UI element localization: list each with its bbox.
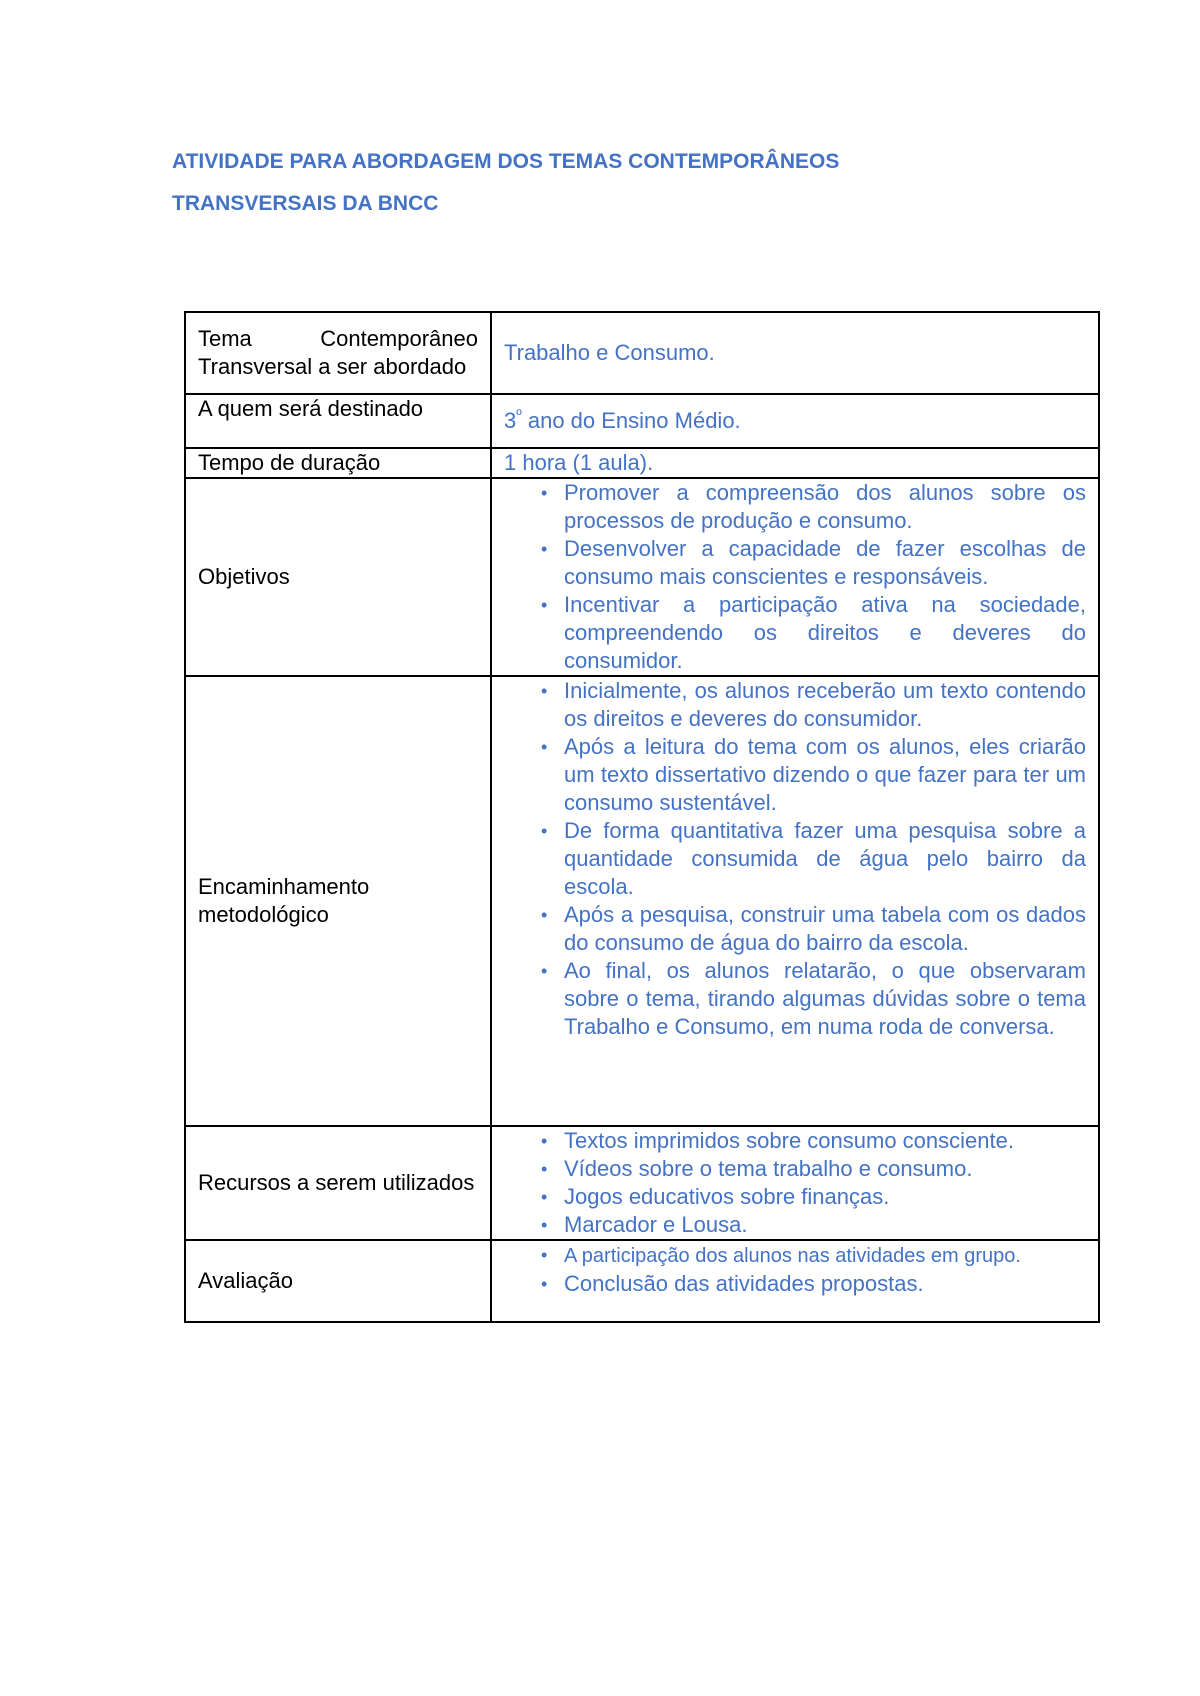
bullet-icon: • <box>541 1274 548 1294</box>
value-tema: Trabalho e Consumo. <box>491 312 1099 394</box>
value-recursos <box>491 1126 1099 1240</box>
list-item: • Promover a compreensão dos alunos sobre os processos de produção e consumo. <box>541 480 1086 533</box>
value-tempo: 1 hora (1 aula). <box>491 448 1099 478</box>
bullet-icon: • <box>541 1215 548 1235</box>
list-item: • Desenvolver a capacidade de fazer escolhas de consumo mais conscientes e responsáveis. <box>541 536 1086 589</box>
list-item: • Ao final, os alunos relatarão, o que observaram sobre o tema, tirando algumas dúvidas sobre o tema Trabalho e Consumo, em numa roda de conversa. <box>541 958 1086 1039</box>
list-item: • Inicialmente, os alunos receberão um texto contendo os direitos e deveres do consumidor. <box>541 678 1086 731</box>
table-row-tempo <box>185 448 1099 478</box>
document-title <box>172 141 1072 225</box>
list-item: • Após a pesquisa, construir uma tabela com os dados do consumo de água do bairro da escola. <box>541 902 1086 955</box>
value-destinado-number: 3 <box>504 408 517 433</box>
activity-table <box>184 311 1100 1323</box>
bullet-icon: • <box>541 905 548 925</box>
bullet-icon: • <box>541 1187 548 1207</box>
bullet-icon: • <box>541 1159 548 1179</box>
label-recursos: Recursos a serem utilizados <box>185 1126 491 1240</box>
value-destinado-ordinal: º <box>516 407 522 424</box>
value-objetivos <box>491 478 1099 676</box>
value-encaminhamento <box>491 676 1099 1126</box>
bullet-icon: • <box>541 483 548 503</box>
bullet-icon: • <box>541 821 548 841</box>
table-row-avaliacao <box>185 1240 1099 1322</box>
table-row-destinado <box>185 394 1099 448</box>
value-destinado <box>491 394 1099 448</box>
list-item: • Textos imprimidos sobre consumo consciente. <box>541 1128 1014 1153</box>
value-avaliacao <box>491 1240 1099 1322</box>
bullet-icon: • <box>541 1131 548 1151</box>
objetivos-list <box>504 479 1086 675</box>
list-item: • Após a leitura do tema com os alunos, eles criarão um texto dissertativo dizendo o que fazer para ter um consumo sustentável. <box>541 734 1086 815</box>
label-avaliacao: Avaliação <box>185 1240 491 1322</box>
bullet-icon: • <box>541 961 548 981</box>
document-title-line-1: ATIVIDADE PARA ABORDAGEM DOS TEMAS CONTEMPORÂNEOS <box>172 150 840 173</box>
list-item: • A participação dos alunos nas atividades em grupo. <box>504 1241 1086 1270</box>
table-row-recursos <box>185 1126 1099 1240</box>
list-item: • De forma quantitativa fazer uma pesquisa sobre a quantidade consumida de água pelo bairro da escola. <box>541 818 1086 899</box>
table-row-tema <box>185 312 1099 394</box>
label-tema: Tema Contemporâneo Transversal a ser abordado <box>185 312 491 394</box>
label-objetivos: Objetivos <box>185 478 491 676</box>
bullet-icon: • <box>541 539 548 559</box>
list-item: • Conclusão das atividades propostas. <box>541 1271 924 1296</box>
bullet-icon: • <box>541 595 548 615</box>
table-row-encaminhamento <box>185 676 1099 1126</box>
list-item: • Marcador e Lousa. <box>541 1212 748 1237</box>
value-destinado-text: ano do Ensino Médio. <box>521 408 741 433</box>
table-row-objetivos <box>185 478 1099 676</box>
list-item: • Vídeos sobre o tema trabalho e consumo. <box>541 1156 973 1181</box>
list-item: • Incentivar a participação ativa na sociedade, compreendendo os direitos e deveres do consumidor. <box>541 592 1086 673</box>
recursos-list <box>504 1127 1086 1239</box>
bullet-icon: • <box>541 681 548 701</box>
avaliacao-list <box>504 1241 1086 1298</box>
document-title-line-2: TRANSVERSAIS DA BNCC <box>172 192 439 215</box>
label-destinado: A quem será destinado <box>185 394 491 448</box>
label-tempo: Tempo de duração <box>185 448 491 478</box>
bullet-icon: • <box>541 737 548 757</box>
bullet-icon: • <box>541 1245 548 1265</box>
label-encaminhamento: Encaminhamento metodológico <box>185 676 491 1126</box>
list-item: • Jogos educativos sobre finanças. <box>541 1184 890 1209</box>
encaminhamento-list <box>504 677 1086 1041</box>
